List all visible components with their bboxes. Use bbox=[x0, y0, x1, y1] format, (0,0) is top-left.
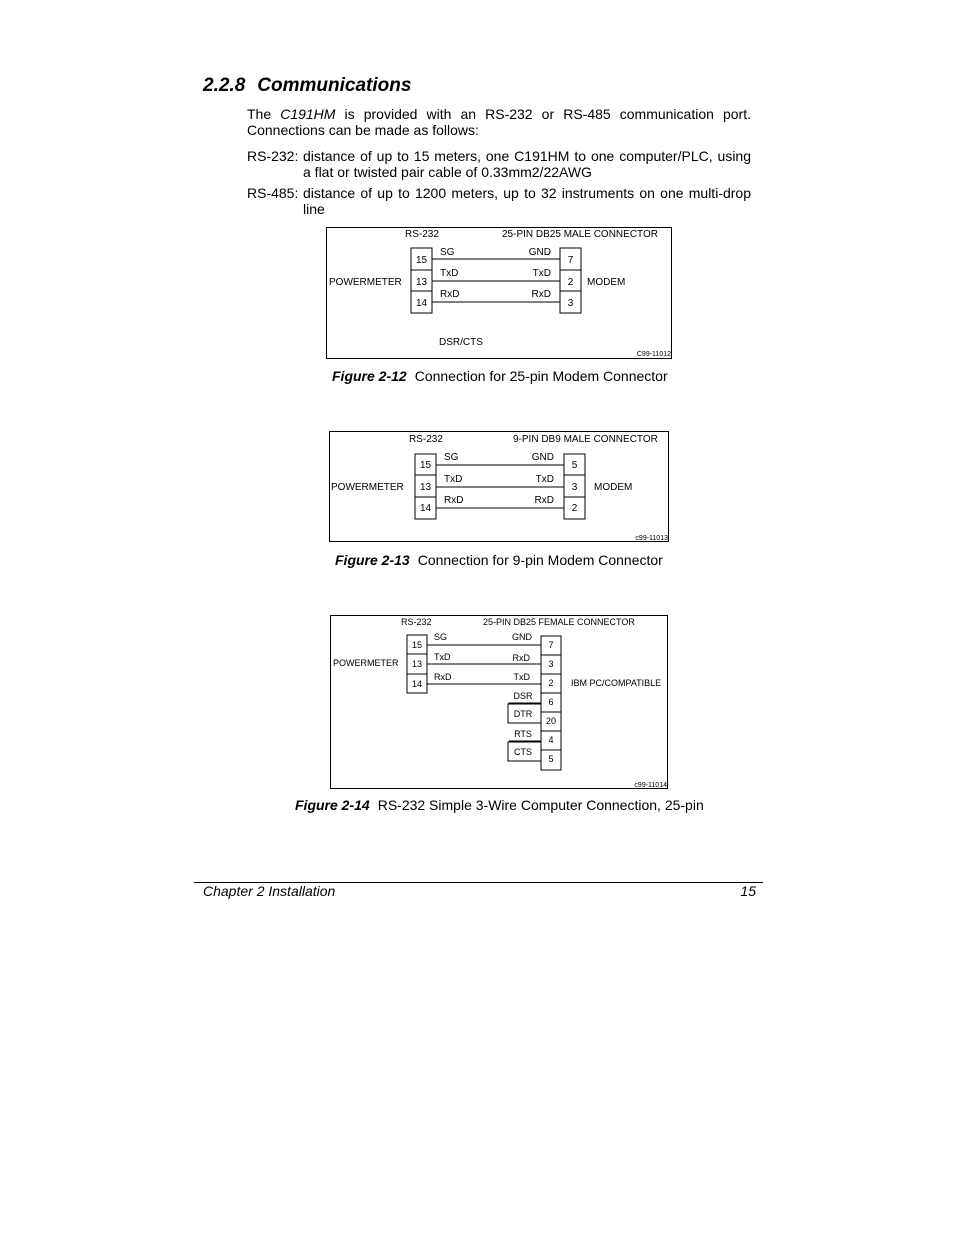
fig12-left-signal: TxD bbox=[440, 268, 459, 279]
fig12-code: C99-11012 bbox=[636, 351, 671, 358]
fig13-right-signal: RxD bbox=[534, 495, 554, 506]
fig14-right-signal: GND bbox=[512, 632, 532, 642]
intro-model: C191HM bbox=[280, 106, 336, 122]
fig12-right-pin: 7 bbox=[567, 255, 574, 266]
section-number: 2.2.8 bbox=[203, 75, 246, 96]
fig14-right-pin: 7 bbox=[548, 640, 554, 650]
fig13-left-signal: SG bbox=[444, 452, 459, 463]
fig12-left-device: POWERMETER bbox=[329, 277, 402, 288]
fig14-right-device: IBM PC/COMPATIBLE bbox=[571, 678, 662, 688]
fig12-rs232-label: RS-232 bbox=[405, 229, 439, 240]
rs485-text-line2: line bbox=[303, 201, 325, 217]
fig13-left-pin: 13 bbox=[419, 482, 432, 493]
fig13-left-device: POWERMETER bbox=[331, 482, 404, 493]
fig12-left-pin: 15 bbox=[415, 255, 428, 266]
fig13-caption-number: Figure 2-13 bbox=[335, 552, 410, 568]
fig12-caption-number: Figure 2-12 bbox=[332, 368, 407, 384]
fig14-left-pin: 15 bbox=[411, 640, 423, 650]
intro-text-post: is provided with an RS-232 or RS-485 communication port. Connections can be made as follows: bbox=[247, 106, 751, 138]
fig14-right-pin: 3 bbox=[548, 659, 554, 669]
fig13-left-signal: TxD bbox=[444, 474, 463, 485]
rs232-text-line1: distance of up to 15 meters, one C191HM to one computer/PLC, using bbox=[303, 148, 751, 164]
fig12-right-pin: 2 bbox=[567, 277, 574, 288]
rs232-label: RS-232: bbox=[247, 148, 299, 164]
fig14-left-device: POWERMETER bbox=[333, 658, 399, 668]
fig13-right-signal: GND bbox=[531, 452, 554, 463]
fig14-connector-label: 25-PIN DB25 FEMALE CONNECTOR bbox=[483, 617, 635, 627]
figure-2-14-svg bbox=[331, 616, 669, 790]
fig13-left-pin: 14 bbox=[419, 503, 432, 514]
rs232-item bbox=[247, 148, 751, 180]
fig12-right-device: MODEM bbox=[587, 277, 626, 288]
fig14-code: c99-11014 bbox=[634, 782, 667, 789]
fig14-left-signal: TxD bbox=[434, 652, 451, 662]
section-title: Communications bbox=[257, 75, 412, 96]
fig14-rts-label: RTS bbox=[514, 729, 532, 739]
fig14-left-signal: SG bbox=[434, 632, 448, 642]
fig14-right-signal: RxD bbox=[512, 653, 530, 663]
fig14-cts-label: CTS bbox=[514, 747, 532, 757]
fig14-right-signal: TxD bbox=[513, 672, 530, 682]
fig14-right-pin: 5 bbox=[548, 754, 554, 764]
fig12-right-signal: TxD bbox=[532, 268, 551, 279]
fig14-right-pin: 4 bbox=[548, 735, 554, 745]
rs485-label: RS-485: bbox=[247, 185, 299, 201]
rs232-text-line2: a flat or twisted pair cable of 0.33mm2/22AWG bbox=[303, 164, 592, 180]
fig13-left-signal: RxD bbox=[444, 495, 464, 506]
fig14-rs232-label: RS-232 bbox=[401, 617, 432, 627]
fig14-left-pin: 13 bbox=[411, 659, 423, 669]
fig12-caption-text: Connection for 25-pin Modem Connector bbox=[414, 368, 668, 384]
fig12-connector-label: 25-PIN DB25 MALE CONNECTOR bbox=[502, 229, 658, 240]
figure-2-13-caption bbox=[335, 552, 663, 568]
fig12-right-signal: RxD bbox=[531, 289, 551, 300]
fig12-note: DSR/CTS bbox=[439, 337, 483, 348]
figure-2-13-diagram bbox=[329, 431, 669, 542]
footer-page-number: 15 bbox=[740, 883, 756, 899]
fig13-right-pin: 5 bbox=[571, 460, 578, 471]
footer-chapter: Chapter 2 Installation bbox=[203, 883, 336, 899]
intro-text-pre: The bbox=[247, 106, 281, 122]
rs485-item bbox=[247, 185, 751, 217]
fig13-right-signal: TxD bbox=[535, 474, 554, 485]
figure-2-12-svg bbox=[327, 228, 673, 360]
figure-2-14-diagram bbox=[330, 615, 668, 789]
fig14-right-pin: 6 bbox=[548, 697, 554, 707]
figure-2-13-svg bbox=[330, 432, 670, 543]
fig12-left-pin: 14 bbox=[415, 298, 428, 309]
fig14-dtr-label: DTR bbox=[513, 709, 533, 719]
fig13-caption-text: Connection for 9-pin Modem Connector bbox=[417, 552, 663, 568]
rs485-text-line1: distance of up to 1200 meters, up to 32 instruments on one multi-drop bbox=[303, 185, 751, 201]
fig12-left-signal: SG bbox=[440, 247, 455, 258]
fig14-caption-number: Figure 2-14 bbox=[295, 797, 370, 813]
fig14-caption-text: RS-232 Simple 3-Wire Computer Connection, 25-pin bbox=[377, 797, 704, 813]
figure-2-14-caption bbox=[295, 797, 704, 813]
fig12-left-pin: 13 bbox=[415, 277, 428, 288]
intro-paragraph bbox=[247, 106, 751, 138]
fig14-left-pin: 14 bbox=[411, 679, 423, 689]
fig14-left-signal: RxD bbox=[434, 672, 452, 682]
section-heading bbox=[203, 75, 411, 97]
fig13-rs232-label: RS-232 bbox=[409, 434, 443, 445]
fig13-code: c99-11013 bbox=[635, 535, 668, 542]
fig13-right-pin: 3 bbox=[571, 482, 578, 493]
fig14-right-pin: 20 bbox=[545, 716, 557, 726]
fig13-connector-label: 9-PIN DB9 MALE CONNECTOR bbox=[513, 434, 658, 445]
fig13-left-pin: 15 bbox=[419, 460, 432, 471]
figure-2-12-caption bbox=[332, 368, 668, 384]
figure-2-12-diagram bbox=[326, 227, 672, 359]
fig14-right-pin: 2 bbox=[548, 678, 554, 688]
fig12-right-pin: 3 bbox=[567, 298, 574, 309]
fig13-right-device: MODEM bbox=[594, 482, 633, 493]
fig12-right-signal: GND bbox=[528, 247, 551, 258]
fig13-right-pin: 2 bbox=[571, 503, 578, 514]
fig14-dsr-label: DSR bbox=[513, 691, 533, 701]
fig12-left-signal: RxD bbox=[440, 289, 460, 300]
